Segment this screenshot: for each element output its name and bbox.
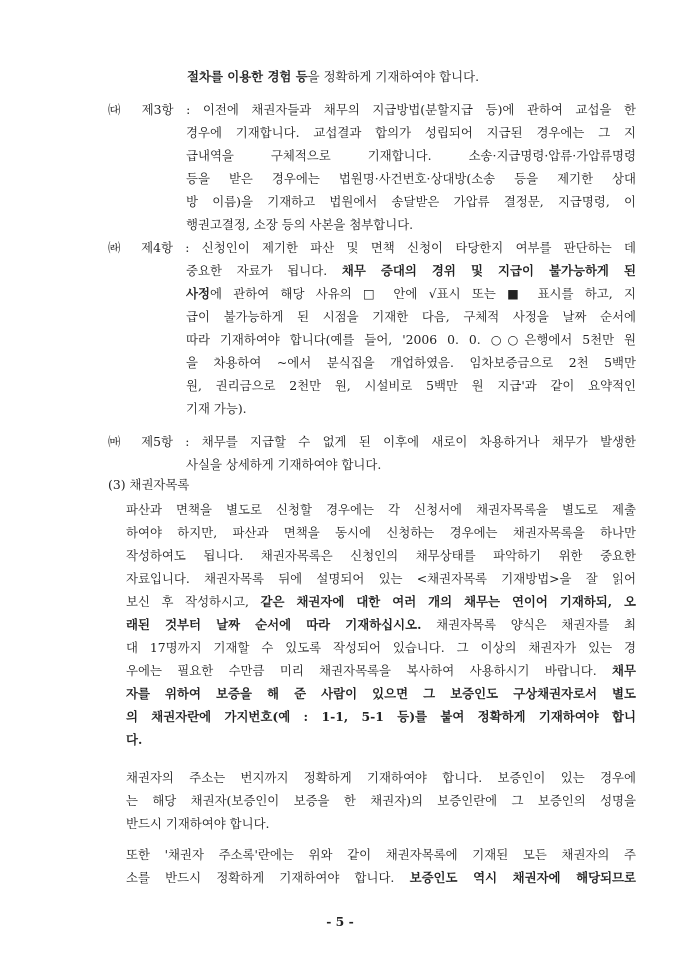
text: 을 차용하여 ~에서 분식집을 개업하였음. 임차보증금으로 2천 5백만: [186, 355, 636, 370]
text: ㈒ 제5항 : 채무를 지급할 수 없게 된 이후에 새로이 차용하거나 채무가 발생한: [108, 434, 636, 449]
bold-text: 다.: [126, 732, 143, 747]
text-line: [186, 455, 381, 475]
text: 는 해당 채권자(보증인이 보증을 한 채권자)의 보증인란에 그 보증인의 성명을: [126, 793, 636, 808]
text: 반드시 기재하여야 합니다.: [126, 816, 270, 831]
bold-text: 채무 증대의 경위 및 지급이 불가능하게 된: [341, 263, 636, 278]
text: 또한 '채권자 주소록'란에는 위와 같이 채권자목록에 기재된 모든 채권자의 주: [126, 847, 636, 862]
text-line: [108, 238, 636, 258]
text: 자료입니다. 채권자목록 뒤에 설명되어 있는 <채권자목록 기재방법>을 잘 읽어: [126, 571, 636, 586]
text-line: [126, 791, 636, 811]
text-line: [126, 730, 142, 750]
text: 방 이름)을 기재하고 법원에서 송달받은 가압류 결정문, 지급명령, 이: [186, 194, 636, 209]
bold-text: 채무: [612, 663, 636, 678]
text-line: [126, 684, 636, 704]
text-line: [186, 169, 636, 189]
text: 채권자의 주소는 번지까지 정확하게 기재하여야 합니다. 보증인이 있는 경우에: [126, 770, 636, 785]
text-line: [126, 768, 636, 788]
text-line: [126, 615, 636, 635]
text-line: [186, 146, 636, 166]
text: 대 17명까지 기재할 수 있도록 작성되어 있습니다. 그 이상의 채권자가 있는 경: [126, 640, 636, 655]
text-line: [126, 868, 636, 888]
text-line: [186, 399, 247, 419]
text-line: [126, 661, 636, 681]
text: 우에는 필요한 수만큼 미리 채권자목록을 복사하여 사용하시기 바랍니다.: [126, 663, 613, 678]
text-line: [186, 261, 636, 281]
text-line: [186, 307, 636, 327]
text-line: [126, 592, 636, 612]
text-line: [126, 845, 636, 865]
text: 사실을 상세하게 기재하여야 합니다.: [186, 457, 382, 472]
text: 파산과 면책을 별도로 신청할 경우에는 각 신청서에 채권자목록을 별도로 제출: [126, 502, 636, 517]
text-line: [126, 707, 636, 727]
text-line: [186, 123, 636, 143]
text-line: [126, 814, 269, 834]
text: 급이 불가능하게 된 시점을 기재한 다음, 구체적 사정을 날짜 순서에: [186, 309, 636, 324]
text-line: [126, 500, 636, 520]
text-line: [108, 475, 189, 495]
text: 작성하여도 됩니다. 채권자목록은 신청인의 채무상태를 파악하기 위한 중요한: [126, 548, 636, 563]
bold-text: 보증인도 역시 채권자에 해당되므로: [409, 870, 636, 885]
text: 하여야 하지만, 파산과 면책을 동시에 신청하는 경우에는 채권자목록을 하나만: [126, 525, 636, 540]
bold-text: 같은 채권자에 대한 여러 개의 채무는 연이어 기재하되, 오: [260, 594, 637, 609]
text: 기재 가능).: [186, 401, 247, 416]
text-line: [186, 353, 636, 373]
text: 등을 받은 경우에는 법원명·사건번호·상대방(소송 등을 제기한 상대: [186, 171, 636, 186]
text-line: [186, 284, 636, 304]
bold-text: 래된 것부터 날짜 순서에 따라 기재하십시오.: [126, 617, 422, 632]
text-line: [126, 546, 636, 566]
text: 경우에 기재합니다. 교섭결과 합의가 성립되어 지급된 경우에는 그 지: [186, 125, 636, 140]
text-line: [126, 638, 636, 658]
text-line: [186, 215, 413, 235]
text: 을 정확하게 기재하여야 합니다.: [307, 69, 480, 84]
text: 중요한 자료가 됩니다.: [186, 263, 342, 278]
text-line: [126, 569, 636, 589]
bold-text: 사정: [186, 286, 210, 301]
text: 소를 반드시 정확하게 기재하여야 합니다.: [126, 870, 410, 885]
bold-text: 의 채권자란에 가지번호(예 : 1-1, 5-1 등)를 붙여 정확하게 기재하여야 합니: [126, 709, 636, 724]
text: 행권고결정, 소장 등의 사본을 첨부합니다.: [186, 217, 414, 232]
text: 채권자목록 양식은 채권자를 최: [421, 617, 636, 632]
text-line: [186, 192, 636, 212]
text: 에 관하여 해당 사유의 □ 안에 √표시 또는 ■ 표시를 하고, 지: [209, 286, 636, 301]
text: ㈑ 제4항 : 신청인이 제기한 파산 및 면책 신청이 타당한지 여부를 판단하는 데: [108, 240, 636, 255]
text: 원, 권리금으로 2천만 원, 시설비로 5백만 원 지급'과 같이 요약적인: [186, 378, 636, 393]
text-line: [108, 100, 636, 120]
text-line: [186, 376, 636, 396]
text: ㈐ 제3항 : 이전에 채권자들과 채무의 지급방법(분할지급 등)에 관하여 교섭을 한: [108, 102, 636, 117]
text-line: [126, 523, 636, 543]
text: 따라 기재하여야 합니다(예를 들어, '2006 0. 0. ○○은행에서 5천만 원: [186, 332, 636, 347]
bold-text: 자를 위하여 보증을 해 준 사람이 있으면 그 보증인도 구상채권자로서 별도: [126, 686, 636, 701]
page-number: - 5 -: [326, 914, 354, 929]
text-line: [108, 432, 636, 452]
bold-text: 절차를 이용한 경험 등: [187, 69, 308, 84]
text-line: [187, 67, 479, 87]
text: 급내역을 구체적으로 기재합니다. 소송·지급명령·압류·가압류명령: [186, 148, 636, 163]
text-line: [186, 330, 636, 350]
text: (3) 채권자목록: [108, 477, 190, 492]
text: 보신 후 작성하시고,: [126, 594, 261, 609]
